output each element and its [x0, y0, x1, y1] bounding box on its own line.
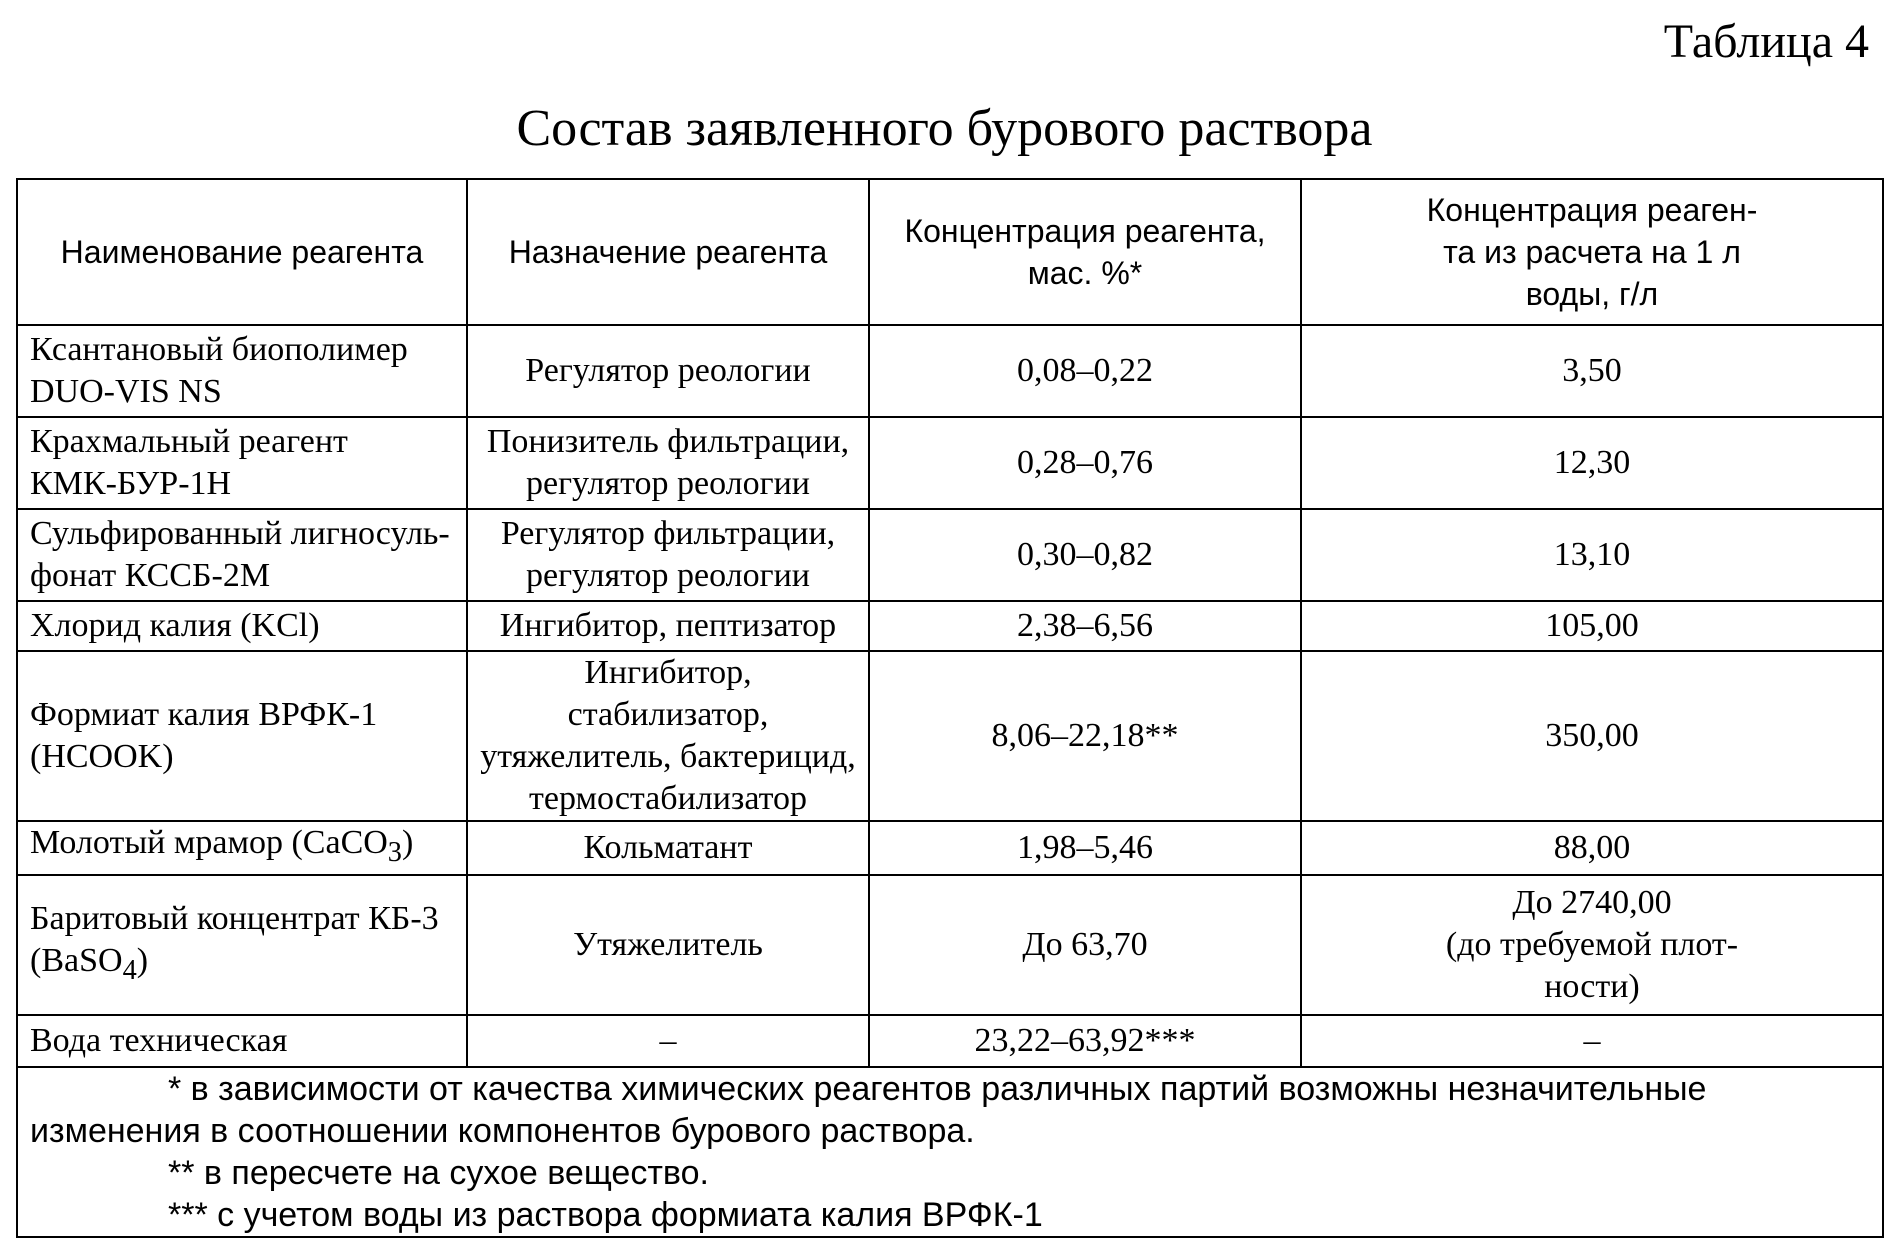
reagent-purpose: – — [467, 1015, 869, 1067]
column-header-concentration: Концентрация реагента, мас. %* — [869, 179, 1301, 325]
reagent-concentration: 1,98–5,46 — [869, 821, 1301, 875]
subscript: 4 — [122, 954, 137, 986]
reagent-per-liter: 3,50 — [1301, 325, 1883, 417]
notes-row — [17, 1067, 1883, 1237]
subscript: 3 — [387, 836, 402, 868]
reagent-name-main: Баритовый концентрат КБ-3 (BaSO — [30, 899, 439, 979]
table-row — [17, 509, 1883, 601]
composition-table — [16, 178, 1884, 1238]
reagent-purpose: Кольматант — [467, 821, 869, 875]
reagent-name: Вода техническая — [17, 1015, 467, 1067]
reagent-name — [17, 875, 467, 1015]
reagent-concentration: 0,30–0,82 — [869, 509, 1301, 601]
reagent-name-main: Молотый мрамор (CaCO — [30, 824, 388, 861]
reagent-concentration: До 63,70 — [869, 875, 1301, 1015]
footnote-3: *** с учетом воды из раствора формиата калия ВРФК-1 — [168, 1195, 1043, 1234]
reagent-per-liter: 105,00 — [1301, 601, 1883, 651]
reagent-name-tail: ) — [401, 824, 414, 861]
reagent-per-liter: 88,00 — [1301, 821, 1883, 875]
reagent-per-liter: 13,10 — [1301, 509, 1883, 601]
reagent-per-liter: – — [1301, 1015, 1883, 1067]
column-header-name: Наименование реагента — [17, 179, 467, 325]
reagent-purpose: Понизитель фильтрации, регулятор реологии — [467, 417, 869, 509]
reagent-per-liter: 350,00 — [1301, 651, 1883, 821]
header-row — [17, 179, 1883, 325]
column-header-purpose: Назначение реагента — [467, 179, 869, 325]
reagent-per-liter: 12,30 — [1301, 417, 1883, 509]
column-header-per-liter: Концентрация реаген- та из расчета на 1 л воды, г/л — [1301, 179, 1883, 325]
reagent-per-liter: До 2740,00 (до требуемой плот- ности) — [1301, 875, 1883, 1015]
reagent-name: Сульфированный лигносуль- фонат КССБ-2М — [17, 509, 467, 601]
table-row — [17, 821, 1883, 875]
table-title: Состав заявленного бурового раствора — [516, 100, 1373, 157]
footnote-1: * в зависимости от качества химических реагентов различных партий возможны незначительные изменения в соотношении компонентов бурового раствора. — [30, 1069, 1707, 1150]
reagent-name: Крахмальный реагент КМК-БУР-1Н — [17, 417, 467, 509]
reagent-name: Формиат калия ВРФК-1 (HCOOK) — [17, 651, 467, 821]
reagent-concentration: 2,38–6,56 — [869, 601, 1301, 651]
table-number: Таблица 4 — [1663, 15, 1869, 68]
table-row — [17, 1015, 1883, 1067]
reagent-name-tail: ) — [136, 941, 149, 979]
reagent-concentration: 0,08–0,22 — [869, 325, 1301, 417]
reagent-purpose: Регулятор фильтрации, регулятор реологии — [467, 509, 869, 601]
footnotes — [17, 1067, 1883, 1237]
reagent-concentration: 8,06–22,18** — [869, 651, 1301, 821]
reagent-purpose: Регулятор реологии — [467, 325, 869, 417]
reagent-name — [17, 821, 467, 875]
reagent-concentration: 23,22–63,92*** — [869, 1015, 1301, 1067]
footnote-2: ** в пересчете на сухое вещество. — [168, 1153, 709, 1192]
reagent-purpose: Утяжелитель — [467, 875, 869, 1015]
reagent-purpose: Ингибитор, стабилизатор, утяжелитель, бактерицид, термостабилизатор — [467, 651, 869, 821]
table-row — [17, 875, 1883, 1015]
table-row — [17, 325, 1883, 417]
table-row — [17, 651, 1883, 821]
table-row — [17, 417, 1883, 509]
reagent-name: Ксантановый биополимер DUO-VIS NS — [17, 325, 467, 417]
reagent-name: Хлорид калия (KCl) — [17, 601, 467, 651]
table-row — [17, 601, 1883, 651]
reagent-purpose: Ингибитор, пептизатор — [467, 601, 869, 651]
reagent-concentration: 0,28–0,76 — [869, 417, 1301, 509]
